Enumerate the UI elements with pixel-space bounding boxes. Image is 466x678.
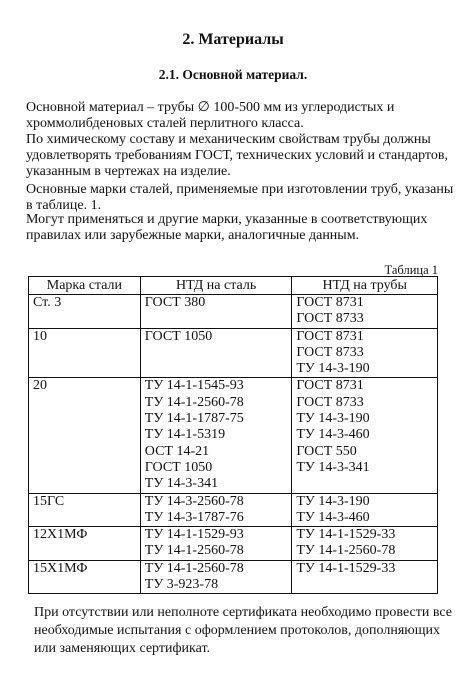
paragraph-steel-grades: Основные марки сталей, применяемые при изготовлении труб, указаны в таблице. 1.: [26, 182, 454, 213]
paragraph-requirements: По химическому составу и механическим свойствам трубы должны удовлетворять требованиям ГОСТ, технических условий и стандартов, указанным в чертежах на изделие.: [26, 132, 448, 179]
pipe-ntd-item: ГОСТ 8731: [296, 295, 364, 310]
steel-ntd-item: ТУ 14-1-5319: [144, 427, 226, 443]
cell-pipe-ntd: [292, 295, 438, 329]
cell-grade: [29, 378, 141, 493]
table-header-row: [29, 277, 438, 295]
table-caption: Таблица 1: [384, 263, 438, 277]
table-row: [29, 493, 438, 527]
steel-ntd-item: ГОСТ 380: [144, 295, 206, 310]
steel-ntd-item: ОСТ 14-21: [144, 443, 210, 459]
cell-grade: [29, 493, 141, 527]
steel-grade: 15Х1МФ: [33, 560, 88, 576]
pipe-ntd-item: ГОСТ 8731: [296, 328, 364, 344]
steel-ntd-item: ТУ 14-3-341: [144, 476, 219, 492]
header-steel-ntd: НТД на сталь: [140, 277, 292, 295]
cell-pipe-ntd: [292, 378, 438, 493]
cell-steel-ntd: [140, 328, 292, 378]
pipe-ntd-item: ГОСТ 8733: [296, 311, 364, 327]
cell-pipe-ntd: [292, 560, 438, 594]
pipe-ntd-item: ТУ 14-3-190: [296, 361, 370, 377]
steel-ntd-item: ГОСТ 1050: [144, 459, 213, 475]
pipe-ntd-item: ГОСТ 8733: [296, 394, 364, 410]
table-row: [29, 328, 438, 378]
section-title: 2. Материалы: [182, 31, 284, 48]
cell-pipe-ntd: [292, 328, 438, 378]
cell-pipe-ntd: [292, 493, 438, 527]
materials-table: [28, 276, 438, 594]
pipe-ntd-item: ТУ 14-1-1529-33: [296, 527, 396, 543]
pipe-ntd-item: ГОСТ 550: [296, 443, 357, 459]
steel-ntd-item: ТУ 14-1-2560-78: [144, 543, 244, 559]
pipe-ntd-item: ГОСТ 8731: [296, 378, 364, 394]
cell-steel-ntd: [140, 295, 292, 329]
pipe-ntd-item: ТУ 14-3-460: [296, 509, 370, 525]
pipe-ntd-item: ТУ 14-1-2560-78: [296, 543, 396, 559]
footer-paragraph: При отсутствии или неполноте сертификата необходимо провести все необходимые испытания с оформлением протоколов, дополняющих или заменяющих сертификат.: [34, 605, 452, 656]
steel-grade: 10: [33, 328, 47, 344]
cell-grade: [29, 295, 141, 329]
steel-ntd-item: ТУ 14-1-1545-93: [144, 378, 244, 394]
steel-grade: 12Х1МФ: [33, 527, 88, 543]
steel-ntd-item: ТУ 14-1-2560-78: [144, 394, 244, 410]
cell-grade: [29, 328, 141, 378]
pipe-ntd-item: ТУ 14-3-460: [296, 427, 370, 443]
pipe-ntd-item: ГОСТ 8733: [296, 344, 364, 360]
paragraph-main-material: Основной материал – трубы ∅ 100-500 мм из углеродистых и хроммолибденовых сталей перлитного класса.: [26, 100, 395, 131]
steel-ntd-item: ТУ 14-3-1787-76: [144, 509, 244, 525]
steel-ntd-item: ГОСТ 1050: [144, 328, 213, 344]
pipe-ntd-item: ТУ 14-3-341: [296, 459, 370, 475]
header-grade: Марка стали: [29, 277, 141, 295]
pipe-ntd-item: ТУ 14-1-1529-33: [296, 560, 396, 576]
header-pipe-ntd: НТД на трубы: [292, 277, 438, 295]
cell-steel-ntd: [140, 493, 292, 527]
steel-ntd-item: ТУ 14-3-2560-78: [144, 493, 244, 509]
table-row: [29, 295, 438, 329]
table-row: [29, 560, 438, 594]
steel-ntd-item: ТУ 14-1-1787-75: [144, 411, 244, 427]
cell-pipe-ntd: [292, 527, 438, 561]
paragraph-other-grades: Могут применяться и другие марки, указанные в соответствующих правилах или зарубежные марки, аналогичные данным.: [26, 212, 428, 243]
pipe-ntd-item: ТУ 14-3-190: [296, 411, 370, 427]
cell-grade: [29, 527, 141, 561]
steel-grade: 15ГС: [33, 493, 65, 509]
steel-ntd-item: ТУ 14-1-2560-78: [144, 560, 244, 576]
steel-ntd-item: ТУ 14-1-1529-93: [144, 527, 244, 543]
cell-steel-ntd: [140, 527, 292, 561]
steel-grade: Ст. 3: [33, 295, 62, 310]
steel-ntd-item: ТУ 3-923-78: [144, 577, 219, 593]
cell-steel-ntd: [140, 560, 292, 594]
table-row: [29, 527, 438, 561]
cell-steel-ntd: [140, 378, 292, 493]
table-row: [29, 378, 438, 493]
subsection-title: 2.1. Основной материал.: [158, 67, 308, 82]
cell-grade: [29, 560, 141, 594]
table-body: [29, 295, 438, 594]
pipe-ntd-item: ТУ 14-3-190: [296, 493, 370, 509]
steel-grade: 20: [33, 378, 47, 394]
